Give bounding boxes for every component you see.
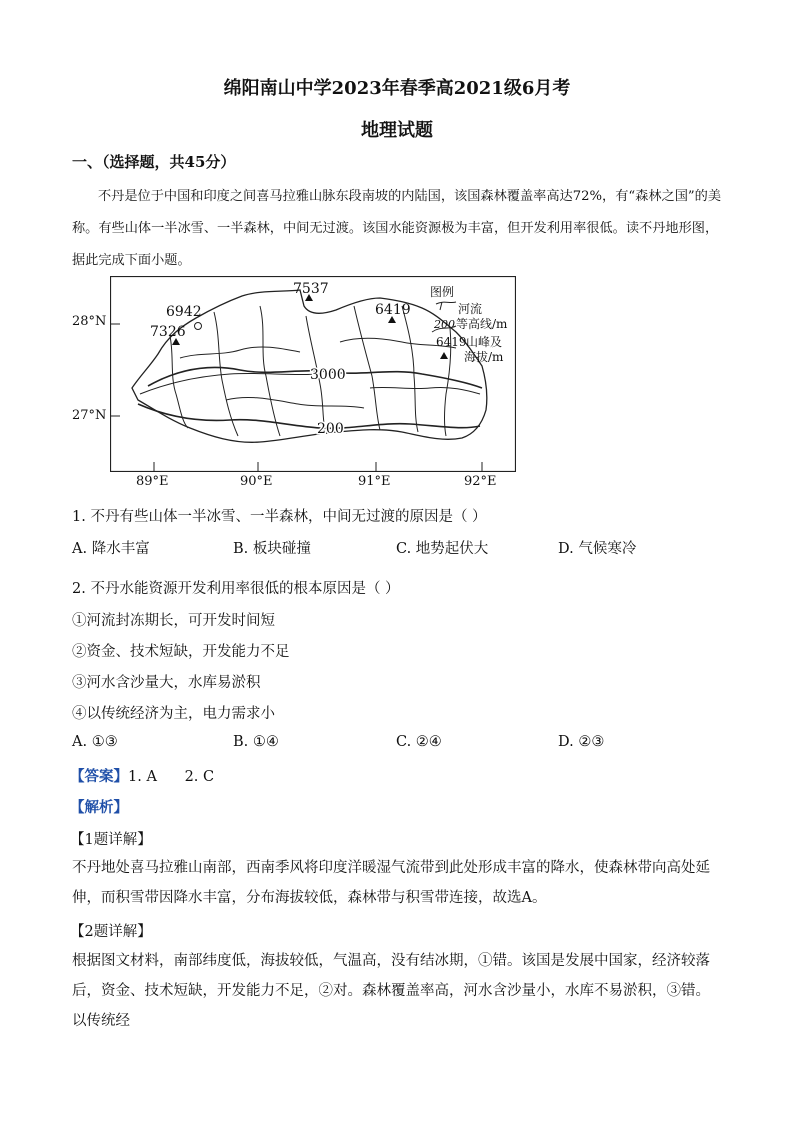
peak-label-6419: 6419 [375,302,411,318]
question-1-stem: 1. 不丹有些山体一半冰雪、一半森林，中间无过渡的原因是（ ） [72,509,487,525]
q2-item-3: ③河水含沙量大，水库易淤积 [72,675,261,691]
answer-text: 1. A 2. C [128,769,215,785]
lat-label-27: 27°N [72,408,107,423]
q2-item-2: ②资金、技术短缺，开发能力不足 [72,644,290,660]
section-heading: 一、（选择题，共45分） [72,153,236,171]
q2-option-c: C. ②④ [396,734,442,750]
svg-text:图例: 图例 [430,285,455,299]
contour-label-3000: 3000 [310,367,346,383]
q2-item-1: ①河流封冻期长，可开发时间短 [72,613,275,629]
peak-label-7537: 7537 [293,281,329,297]
svg-text:等高线/m: 等高线/m [456,317,508,331]
q1-option-b: B. 板块碰撞 [233,541,311,557]
detail-2-text: 根据图文材料，南部纬度低，海拔较低，气温高，没有结冰期，①错。该国是发展中国家，经济较落后，资金、技术短缺，开发能力不足，②对。森林覆盖率高，河水含沙量小，水库不易淤积，③错。以传统经 [72,953,710,1029]
detail-2-label: 【2题详解】 [70,924,152,940]
intro-paragraph: 不丹是位于中国和印度之间喜马拉雅山脉东段南坡的内陆国，该国森林覆盖率高达72%，有“森林之国”的美称。有些山体一半冰雪、一半森林，中间无过渡。该国水能资源极为丰富，但开发利用率很低。读不丹地形图，据此完成下面小题。 [72,189,722,268]
answer-label: 【答案】 [70,768,128,785]
analysis-label: 【解析】 [70,799,128,816]
contour-label-200: 200 [317,421,344,437]
detail-1-text: 不丹地处喜马拉雅山南部，西南季风将印度洋暖湿气流带到此处形成丰富的降水，使森林带向高处延伸，而积雪带因降水丰富，分布海拔较低，森林带与积雪带连接，故选A。 [72,860,710,906]
lat-label-28: 28°N [72,314,107,329]
question-2-stem: 2. 不丹水能资源开发利用率很低的根本原因是（ ） [72,581,400,597]
answer-line [70,765,214,786]
detail-1-label: 【1题详解】 [70,832,152,848]
lon-label-90: 90°E [240,474,273,489]
svg-text:200: 200 [434,318,455,331]
q2-item-4: ④以传统经济为主，电力需求小 [72,706,275,722]
lon-label-92: 92°E [464,474,497,489]
q2-option-a: A. ①③ [72,734,118,750]
q2-option-b: B. ①④ [233,734,279,750]
bhutan-topographic-map [110,276,516,472]
lon-label-91: 91°E [358,474,391,489]
exam-title: 绵阳南山中学2023年春季高2021级6月考 [223,78,571,99]
svg-text:山峰及: 山峰及 [466,335,503,349]
svg-text:海拔/m: 海拔/m [464,350,504,364]
q1-option-c: C. 地势起伏大 [396,541,489,557]
peak-label-7326: 7326 [150,324,186,340]
q1-option-a: A. 降水丰富 [72,541,150,557]
q1-option-d: D. 气候寒冷 [558,541,637,557]
lon-label-89: 89°E [136,474,169,489]
svg-text:河流: 河流 [458,302,483,316]
svg-text:6419: 6419 [436,335,467,349]
q2-option-d: D. ②③ [558,734,605,750]
peak-label-6942: 6942 [166,304,202,320]
exam-subtitle: 地理试题 [361,120,433,141]
